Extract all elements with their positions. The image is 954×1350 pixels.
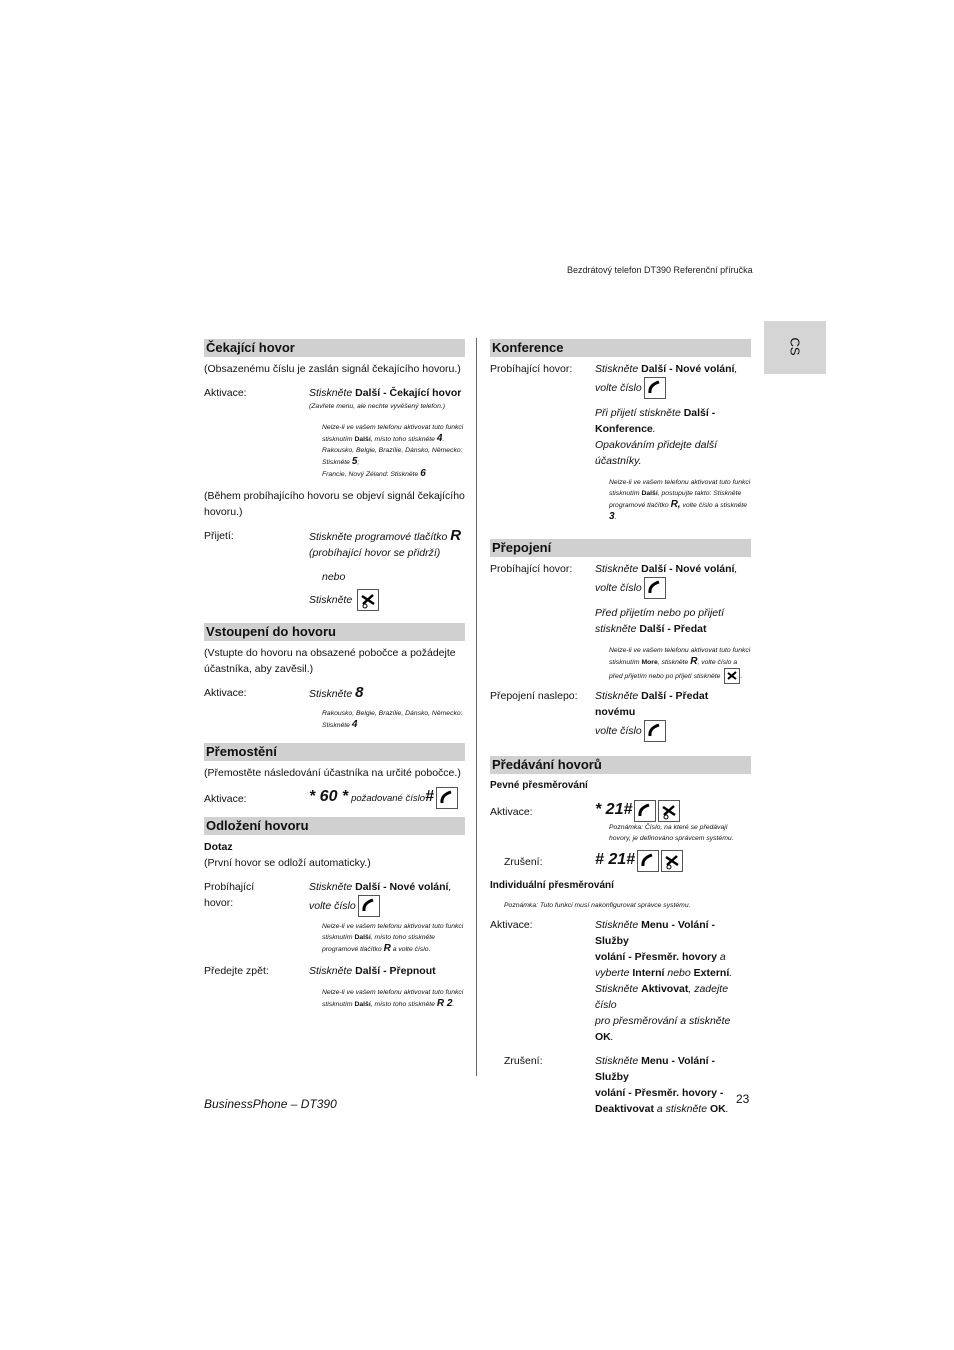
activation-row: Aktivace: * 21#: [490, 800, 751, 822]
section-title-transfer: Přepojení: [490, 539, 751, 557]
column-divider: [476, 338, 477, 1076]
note: Nelze-li ve vašem telefonu aktivovat tuto funkci stisknutím Další, postupujte takto: Stiskněte programové tlačítko R, volte číslo a stiskněte 3.: [609, 479, 751, 522]
end-call-key-icon: [658, 800, 680, 822]
off-hook-key-icon: [436, 787, 458, 809]
section-title-conference: Konference: [490, 339, 751, 357]
off-hook-key-icon: [634, 800, 656, 822]
off-hook-key-icon: [358, 895, 380, 917]
language-tab: CS: [764, 321, 826, 374]
activation-row: Aktivace: * 60 * požadované číslo#: [204, 787, 465, 809]
during-text: (Během probíhajícího hovoru se objeví signál čekajícího hovoru.): [204, 490, 465, 518]
end-call-key-icon: [357, 589, 379, 611]
end-call-key-icon: [724, 668, 740, 684]
ongoing-call-row: Probíhající hovor: Stiskněte Další - Nové volání, volte číslo Při přijetí stiskněte Další - Konference. Opakováním přidejte další účastníky.: [490, 363, 738, 467]
section-title-call-parking: Odložení hovoru: [204, 817, 465, 835]
off-hook-key-icon: [644, 720, 666, 742]
activation-row: Aktivace: Stiskněte Menu - Volání - Služby volání - Přesměr. hovory a vyberte Interní nebo Externí. Stiskněte Aktivovat, zadejte číslo pro přesměrování a stiskněte OK.: [490, 919, 733, 1043]
cancel-row: Zrušení: Stiskněte Menu - Volání - Služby volání - Přesměr. hovory - Deaktivovat a stiskněte OK.: [504, 1055, 729, 1115]
subheading-inquiry: Dotaz: [204, 841, 233, 853]
note: Rakousko, Belgie, Brazílie, Dánsko, Německo: Stiskněte 4: [322, 710, 463, 730]
right-column: [490, 339, 751, 1117]
footer-product: BusinessPhone – DT390: [204, 1097, 337, 1111]
section-title-intrusion: Vstoupení do hovoru: [204, 623, 465, 641]
intro-text: (Vstupte do hovoru na obsazené pobočce a požádejte účastníka, aby zavěsil.): [204, 647, 456, 675]
blind-transfer-row: Přepojení naslepo: Stiskněte Další - Předat novému volte číslo: [490, 688, 751, 742]
subheading-individual-diversion: Individuální přesměrování: [490, 880, 614, 891]
note: Poznámka: Tuto funkci musí nakonfigurovat správce systému.: [504, 902, 691, 909]
intro-text: (Přemostěte následování účastníka na určité pobočce.): [204, 767, 461, 779]
ongoing-call-row: Probíhající hovor: Stiskněte Další - Nové volání, volte číslo: [204, 879, 465, 917]
accept-row: Přijetí: Stiskněte programové tlačítko R (probíhající hovor se přidrží) nebo Stiskněte: [204, 528, 465, 611]
note: Poznámka: Číslo, na které se předávají hovory, je definováno správcem systému.: [609, 824, 734, 842]
off-hook-key-icon: [644, 377, 666, 399]
page-number: 23: [736, 1092, 750, 1106]
off-hook-key-icon: [644, 577, 666, 599]
ongoing-call-row: Probíhající hovor: Stiskněte Další - Nové volání, volte číslo Před přijetím nebo po přijetí stiskněte Další - Předat: [490, 563, 738, 635]
intro-text: (První hovor se odloží automaticky.): [204, 857, 371, 869]
section-title-bypass: Přemostění: [204, 743, 465, 761]
intro-text: (Obsazenému číslu je zaslán signál čekajícího hovoru.): [204, 363, 461, 375]
section-title-call-forwarding: Předávání hovorů: [490, 756, 751, 774]
off-hook-key-icon: [637, 850, 659, 872]
transfer-back-row: Předejte zpět: Stiskněte Další - Přepnout: [204, 965, 436, 977]
activation-row: Aktivace: Stiskněte Další - Čekající hovor (Zavřete menu, ale nechte vyvěšený telefon.): [204, 387, 462, 410]
note: Nelze-li ve vašem telefonu aktivovat tuto funkci stisknutím More, stiskněte R, volte číslo a před přijetím nebo po přijetí stiskněte .: [609, 645, 751, 684]
running-title: Bezdrátový telefon DT390 Referenční příručka: [567, 265, 753, 275]
activation-row: Aktivace: Stiskněte 8: [204, 684, 364, 701]
left-column: [204, 339, 465, 1010]
section-title-call-waiting: Čekající hovor: [204, 339, 465, 357]
subheading-fixed-diversion: Pevné přesměrování: [490, 780, 588, 791]
note: Nelze-li ve vašem telefonu aktivovat tuto funkci stisknutím Další, místo toho stiskněte R 2.: [322, 989, 464, 1009]
cancel-row: Zrušení: # 21#: [490, 850, 751, 872]
end-call-key-icon: [661, 850, 683, 872]
note: Nelze-li ve vašem telefonu aktivovat tuto funkci stisknutím Další, místo toho stiskněte programové tlačítko R a volte číslo.: [322, 923, 464, 954]
note: Nelze-li ve vašem telefonu aktivovat tuto funkci stisknutím Další, místo toho stiskněte 4. Rakousko, Belgie, Brazílie, Dánsko, Německo: Stiskněte 5; Francie, Nový Zéland: Stiskněte 6: [322, 424, 464, 479]
